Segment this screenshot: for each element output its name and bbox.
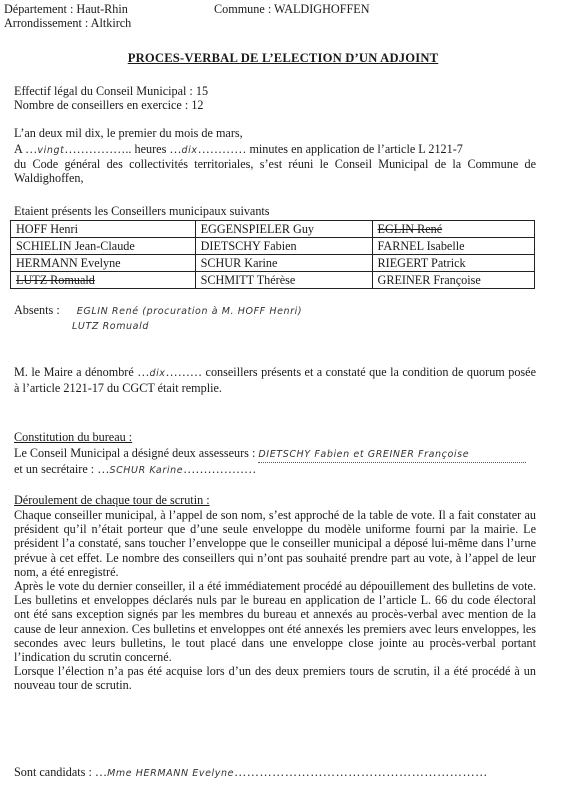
bureau-line2-dots: ……………… [183,462,257,476]
table-cell: SCHMITT Thérèse [195,272,372,289]
page-title: PROCES-VERBAL DE L’ELECTION D’UN ADJOINT [127,51,439,65]
heure-handwritten: vingt [37,145,65,156]
candidats-label: Sont candidats : … [14,765,108,779]
assesseurs-handwritten: DIETSCHY Fabien et GREINER Françoise [258,448,526,463]
table-cell: GREINER Françoise [372,272,534,289]
table-row [11,272,535,289]
quorum-prefix: M. le Maire a dénombré … [14,365,150,379]
table-cell: EGGENSPIELER Guy [195,221,372,238]
conseillers-table [10,220,535,289]
intro-line: L’an deux mil dix, le premier du mois de mars, [14,126,243,140]
candidat-handwritten: Mme HERMANN Evelyne [107,768,235,779]
minute-handwritten: dix [181,145,198,156]
bureau-line1: Le Conseil Municipal a désigné deux assesseurs : [14,446,256,460]
scrutin-paragraph-3: Lorsque l’élection n’a pas été acquise lors d’un des deux premiers tours de scrutin, il a été procédé à un nouveau tour de scrutin. [14,664,536,693]
table-row [11,255,535,272]
table-cell: SCHIELIN Jean-Claude [11,238,196,255]
table-cell-struck: LUTZ Romuald [11,272,196,289]
bureau-heading: Constitution du bureau : [14,430,133,444]
quorum-suffix: ……… conseillers présents et a constaté que la condition de quorum posée à l’article 2121-17 du CGCT était remplie. [14,365,536,396]
table-cell: FARNEL Isabelle [372,238,534,255]
table-cell: DIETSCHY Fabien [195,238,372,255]
table-cell: HOFF Henri [11,221,196,238]
scrutin-body [14,508,536,693]
intro-heures-mid: …………….. heures … [64,142,182,156]
absents-handwritten-2: LUTZ Romuald [72,321,149,332]
table-row [11,238,535,255]
arrondissement: Arrondissement : Altkirch [4,16,132,31]
scrutin-paragraph-2: Après le vote du dernier conseiller, il a été immédiatement procédé au dépouillement des bulletins de vote. Les bulletins et enveloppes déclarés nuls par le bureau en application de l’article L. 66 du code électoral ont été sans exception signés par les membres du bureau et annexés au procès-verbal avec mention de la cause de leur annexion. Ces bulletins et enveloppes ont été annexés les premiers avec leurs enveloppes, les secondes avec leurs bulletins, le tout placé dans une enveloppe close jointe au procès-verbal portant l’indication du scrutin concerné. [14,579,536,665]
scrutin-heading: Déroulement de chaque tour de scrutin : [14,493,210,507]
absents-handwritten-1: EGLIN René (procuration à M. HOFF Henri) [76,306,303,317]
table-cell: RIEGERT Patrick [372,255,534,272]
absents-block [14,303,536,319]
table-cell-struck: EGLIN René [372,221,534,238]
commune: Commune : WALDIGHOFFEN [214,2,370,16]
effectif-exercice: Nombre de conseillers en exercice : 12 [14,98,204,113]
intro-rest: du Code général des collectivités territoriales, s’est réuni le Conseil Municipal de la Commune de Waldighoffen, [14,157,536,186]
intro-time-line [14,142,536,158]
candidats-line [14,765,536,781]
table-row [11,221,535,238]
effectif-block [14,84,208,112]
bureau-assesseurs-line [14,446,536,463]
departement: Département : Haut-Rhin [4,2,128,16]
intro-minutes-suffix: ………… minutes en application de l’article L 2121-7 [197,142,463,156]
effectif-legal: Effectif légal du Conseil Municipal : 15 [14,84,209,98]
bureau-line2: et un secrétaire : … [14,462,110,476]
candidats-dots: …………………………………………………… [234,765,488,779]
table-cell: SCHUR Karine [195,255,372,272]
presents-heading: Etaient présents les Conseillers municipaux suivants [14,204,270,218]
scrutin-paragraph-1: Chaque conseiller municipal, à l’appel de son nom, s’est approché de la table de vote. Il a fait constater au président qu’il n’était porteur que d’une seule enveloppe du modèle uniforme fourni par la mairie. Le président l’a constaté, sans toucher l’enveloppe que le conseiller municipal a déposé lui-même dans l’urne prévue à cet effet. Le nombre des conseillers qui n’ont pas souhaité prendre part au vote, à l’appel de leur nom, a été enregistré. [14,508,536,579]
secretaire-handwritten: SCHUR Karine [109,465,184,476]
header-left [4,2,131,30]
intro-a-prefix: A … [14,142,38,156]
table-cell: HERMANN Evelyne [11,255,196,272]
quorum-count-handwritten: dix [149,368,166,379]
absents-label: Absents : [14,303,60,317]
quorum-paragraph [14,365,536,395]
bureau-secretaire-line [14,462,536,478]
